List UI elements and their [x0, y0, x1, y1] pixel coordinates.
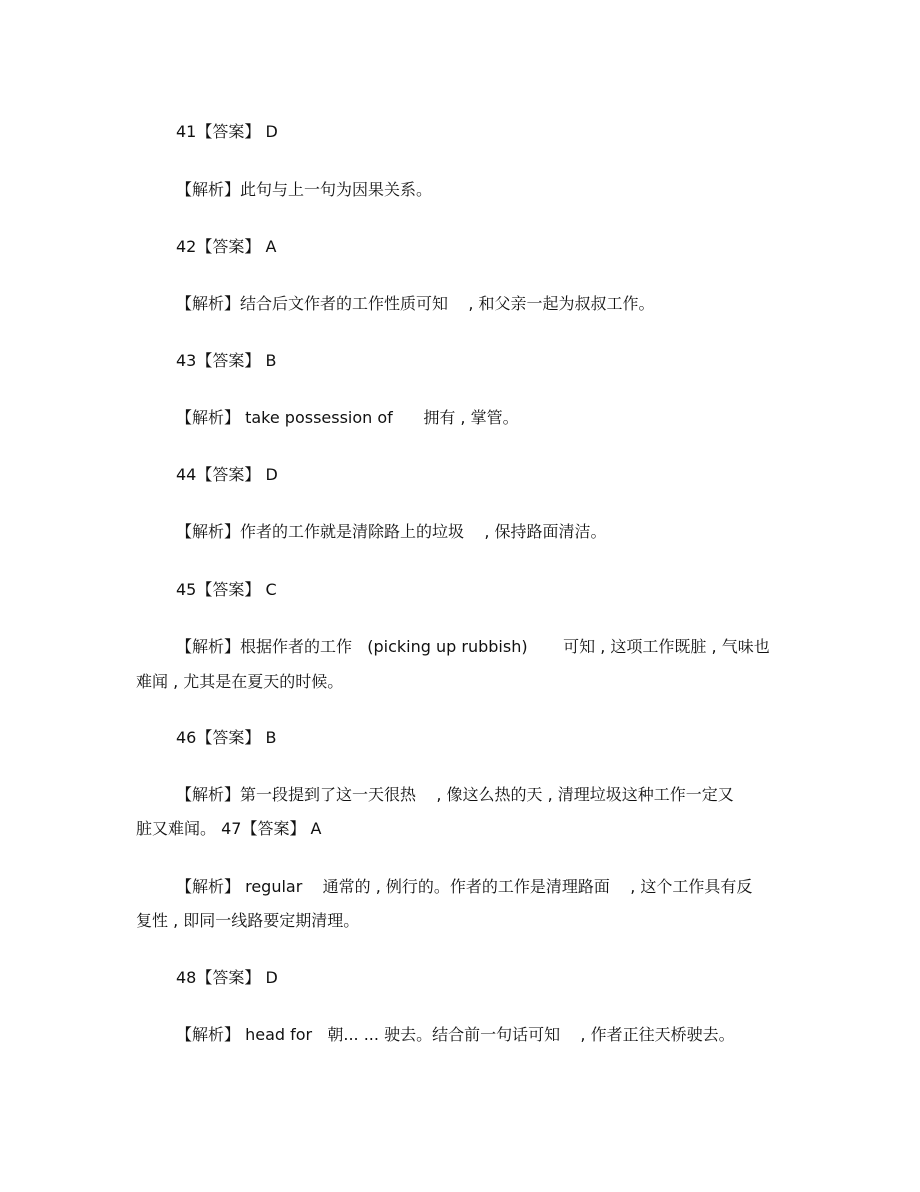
- answer-42: 42【答案】 A: [176, 237, 277, 256]
- analysis-46-line2: 脏又难闻。 47【答案】 A: [136, 819, 322, 838]
- analysis-43: 【解析】 take possession of 拥有 , 掌管。: [176, 408, 519, 427]
- answer-45: 45【答案】 C: [176, 580, 277, 599]
- answer-46: 46【答案】 B: [176, 728, 277, 747]
- analysis-41: 【解析】此句与上一句为因果关系。: [176, 180, 433, 199]
- answer-44: 44【答案】 D: [176, 465, 278, 484]
- analysis-42: 【解析】结合后文作者的工作性质可知 , 和父亲一起为叔叔工作。: [176, 294, 655, 313]
- analysis-45-line2: 难闻 , 尤其是在夏天的时候。: [136, 672, 344, 691]
- answer-41: 41【答案】 D: [176, 122, 278, 141]
- analysis-45-line1: 【解析】根据作者的工作 (picking up rubbish) 可知 , 这项工作既脏 , 气味也: [176, 637, 770, 656]
- analysis-44: 【解析】作者的工作就是清除路上的垃圾 , 保持路面清洁。: [176, 522, 607, 541]
- answer-43: 43【答案】 B: [176, 351, 277, 370]
- analysis-47-line2: 复性 , 即同一线路要定期清理。: [136, 911, 360, 930]
- analysis-48: 【解析】 head for 朝... ... 驶去。结合前一句话可知 , 作者正往天桥驶去。: [176, 1025, 735, 1044]
- answer-48: 48【答案】 D: [176, 968, 278, 987]
- analysis-46-line1: 【解析】第一段提到了这一天很热 , 像这么热的天 , 清理垃圾这种工作一定又: [176, 785, 734, 804]
- analysis-47-line1: 【解析】 regular 通常的 , 例行的。作者的工作是清理路面 , 这个工作具有反: [176, 877, 753, 896]
